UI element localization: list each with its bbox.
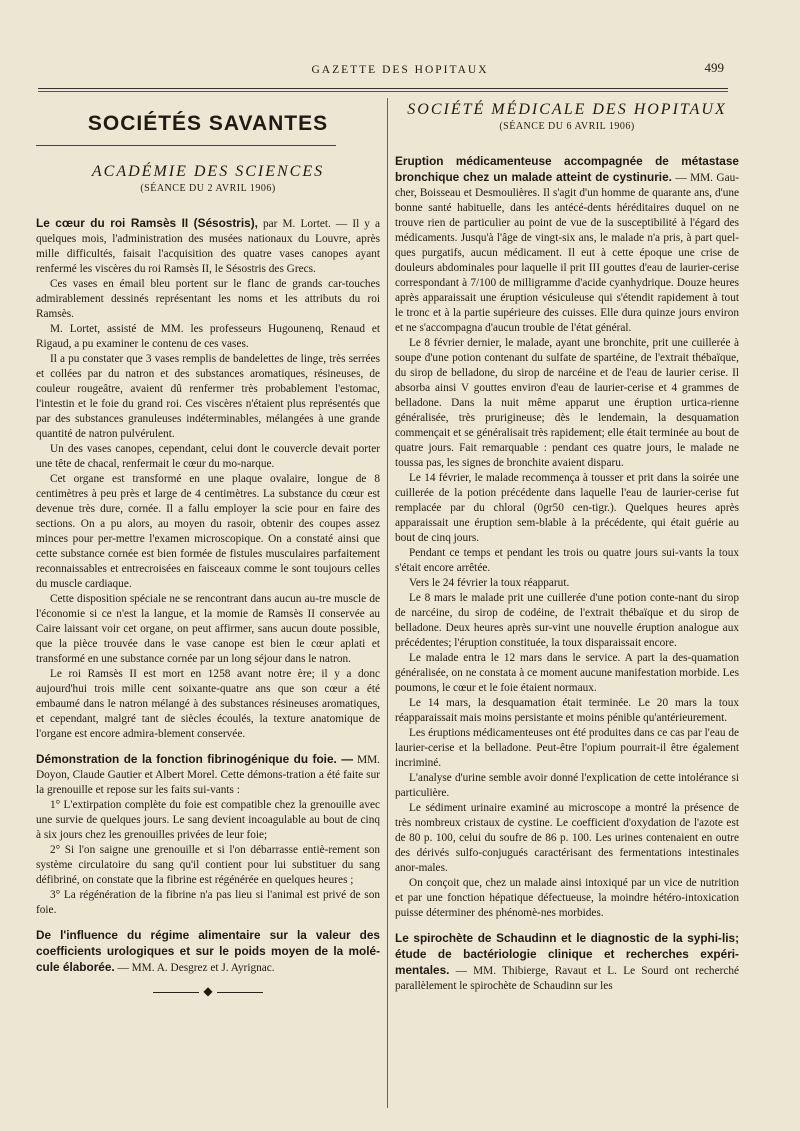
article-eruption-title: Eruption médicamenteuse accompagnée de métastase bronchique chez un malade atteint de cystinurie. (395, 154, 739, 184)
article-eruption-p6: Le 8 mars le malade prit une cuillerée d'une potion conte-nant du sirop de narcéine, du sirop de codéine, de l'extrait thébaïque et du sirop de belladone. Deux heures après sur-vint une nouvelle éruption analogue aux précédentes; l'éruption constituée, la toux disparaissait encore. (395, 592, 739, 649)
article-eruption-p5: Vers le 24 février la toux réapparut. (409, 577, 570, 589)
section-title: SOCIÉTÉS SAVANTES (87, 112, 329, 135)
article-ramses-p2: Ces vases en émail bleu portent sur le flanc de grands car-touches admirablement dessinés représentant les noms et les attributs du roi Ramsès. (36, 278, 380, 320)
article-spirochete-lead (395, 931, 739, 994)
society-seance-date: (SÉANCE DU 6 AVRIL 1906) (499, 121, 635, 132)
article-ramses-p8: Le roi Ramsès II est mort en 1258 avant notre ère; il y a donc aujourd'hui trois mille cent soixante-quatre ans que son cœur a été embaumé dans le natron mélangé à des substances résineuses aromatiques, et cependant, malgré tant de siècles écoulés, la texture anatomique de l'organe est encore admira-blement conservée. (36, 668, 380, 740)
article-eruption-p12: On conçoit que, chez un malade ainsi intoxiqué par un vice de nutrition et par une fonction hépatique défectueuse, la moindre hétéro-intoxication puisse déterminer des phénomè-nes morbides. (395, 877, 739, 919)
article-eruption-author: — MM. Gau-cher, Boisseau et Desmoulières. (395, 172, 739, 199)
article-ramses-p6: Cet organe est transformé en une plaque ovalaire, longue de 8 centimètres à peu près et large de 4 centimètres. La substance du cœur est devenue très dure, cornée. Il a fallu employer la scie pour en faire des sections. On a pu alors, au moyen du rasoir, obtenir des coupes assez minces pour per-mettre l'examen microscopique. On a constaté ainsi que cette substance cornée est bien formée de fistules musculaires parfaitement reconnaissables et entrecroisées en faisceaux comme le sont toujours celles du muscle cardiaque. (36, 473, 380, 590)
article-eruption-p3: Le 14 février, le malade recommença à tousser et prit dans la soirée une cuillerée de la potion précédente dans laquelle l'eau de laurier-cerise fut remplacée par du chloral (0gr50 cen-tigr.). Quelques heures après apparaissait une éruption sem-blable à la précédente, qui était guérie au bout de cinq jours. (395, 472, 739, 544)
article-ramses-p1: Il y a quelques mois, l'administration des musées nationaux du Louvre, après mille difficultés, faisait l'acquisition des quatre vases canopes ayant renfermé les viscères du roi Ramsès II, le Sésostris des Grecs. (36, 218, 381, 275)
section-rule (36, 145, 336, 146)
end-ornament: ◆ (36, 984, 380, 999)
seance-date: (SÉANCE DU 2 AVRIL 1906) (140, 183, 276, 194)
article-foie-p2: 2° Si l'on saigne une grenouille et si l'on débarrasse entiè-rement son système circulatoire du sang qu'il contient pour lui substituer du sang défibriné, on constate que la fibrine est régénérée en quelques heures ; (36, 844, 380, 886)
header-rule-secondary (38, 91, 728, 92)
article-foie-lead (36, 752, 380, 798)
article-eruption-p8: Le 14 mars, la desquamation était terminée. Le 20 mars la toux réapparaissait mais moins persistante et moins pénible qu'antérieurement. (395, 697, 739, 724)
article-eruption-p7: Le malade entra le 12 mars dans le service. A part la des-quamation généralisée, on ne constata à ce moment aucune manifestation morbide. Les poumons, le cœur et le foie étaient normaux. (395, 652, 739, 694)
article-regime-title: De l'influence du régime alimentaire sur la valeur des coefficients urologiques et sur le poids moyen de la molé-cule élaborée. (36, 928, 380, 974)
article-ramses-p4: Il a pu constater que 3 vases remplis de bandelettes de linge, très serrées et collées par du natron et des substances aromatiques, résineuses, de couleur rougeâtre, avaient dû renfermer très probablement l'estomac, l'intestin et le foie du grand roi. Ces viscères n'étaient plus représentés que par des substances granuleuses indéterminables, mélangées à une grande quantité de natron pulvérulent. (36, 353, 380, 440)
article-spirochete-title: Le spirochète de Schaudinn et le diagnostic de la syphi-lis; étude de bactériologie clinique et recherches expéri-mentales. (395, 931, 739, 977)
article-ramses-p3: M. Lortet, assisté de MM. les professeurs Hugounenq, Renaud et Rigaud, a pu examiner le contenu de ces vases. (36, 323, 380, 350)
right-column (395, 96, 739, 994)
article-regime-lead (36, 928, 380, 976)
column-divider (387, 98, 388, 1108)
header-rule (38, 88, 728, 89)
article-eruption-p4: Pendant ce temps et pendant les trois ou quatre jours sui-vants la toux s'était encore arrêtée. (395, 547, 739, 574)
article-foie-intro: MM. Doyon, Claude Gautier et Albert Morel. Cette démons-tration a été faite sur la grenouille et repose sur les faits sui-vants : (36, 754, 381, 796)
article-eruption-p1: Il s'agit d'un homme de quarante ans, d'une bonne santé habituelle, dans les antécé-dents héréditaires duquel on ne trouve rien de particulier au point de vue de la susceptibilité à l'égard des médicaments. Jusqu'à l'âge de vingt-six ans, le malade n'a pris, à part quel-ques purgatifs, aucun médicament. Il eut à cette époque une crise de douleurs abdominales pour laquelle il prit III gouttes d'eau de laurier-cerise correspondant à 7/100 de milligramme d'acide cyanhydrique. Douze heures après apparaissait une éruption vésiculeuse qui s'étendit rapidement à tout le tronc et à la partie supérieure des cuisses. Elle dura quinze jours environ et ne s'accompagna d'aucun trouble de l'état général. (395, 187, 740, 334)
article-regime-author: — MM. A. Desgrez et J. Ayrignac. (117, 962, 275, 974)
article-eruption-p2: Le 8 février dernier, le malade, ayant une bronchite, prit une cuillerée à soupe d'une potion contenant du sulfate de spartéine, de l'extrait thébaïque, du sirop de belladone, du sirop de narcéine et de l'eau de laurier cerise. Il absorba ainsi V gouttes environ d'eau de laurier-cerise et 4 grammes de belladone. Dans la nuit même apparut une éruption urtica-rienne généralisée, très prurigineuse; dès le lendemain, la desquamation commençait et se généralisait très rapidement; elle était terminée au bout de quatre jours. Fait remarquable : pendant ces quatre jours, le malade ne toussa pas, les signes de bronchite avaient disparu. (395, 337, 739, 469)
article-ramses-p5: Un des vases canopes, cependant, celui dont le couvercle devait porter une tête de chacal, renfermait le cœur du mo-narque. (36, 443, 380, 470)
page-number: 499 (704, 60, 724, 75)
article-foie-p1: 1° L'extirpation complète du foie est compatible chez la grenouille avec une survie de quelques jours. Le sang devient incoagulable au bout de cinq à six jours chez les grenouilles privées de leur foie; (36, 799, 380, 841)
article-ramses-lead (36, 216, 380, 277)
article-spirochete-author: — MM. Thibierge, Ravaut et L. Le Sourd (455, 965, 669, 977)
article-eruption-p9: Les éruptions médicamenteuses ont été produites dans ce cas par l'eau de laurier-cerise et la belladone. Peut-être l'opium pourrait-il être également incriminé. (395, 727, 739, 769)
article-ramses-p7: Cette disposition spéciale ne se rencontrant dans aucun au-tre muscle de l'économie si ce n'est la langue, et la momie de Ramsès II conservée au Caire laissant voir cet organe, on peut affirmer, sans aucun doute possible, que la pièce trouvée dans le vase canope est bien le cœur aplati et transformé en une substance cornée par un long séjour dans le natron. (36, 593, 380, 665)
running-title: GAZETTE DES HOPITAUX (311, 64, 489, 76)
society-heading: SOCIÉTÉ MÉDICALE DES HOPITAUX (407, 101, 727, 118)
academy-heading: ACADÉMIE DES SCIENCES (91, 163, 325, 180)
article-foie-p3: 3° La régénération de la fibrine n'a pas lieu si l'animal est privé de son foie. (36, 889, 380, 916)
left-column (36, 96, 380, 999)
article-eruption-lead (395, 154, 739, 336)
article-ramses-author: par M. Lortet. — (263, 218, 348, 230)
article-foie-title: Démonstration de la fonction fibrinogénique du foie. — (36, 752, 354, 766)
article-eruption-p10: L'analyse d'urine semble avoir donné l'explication de cette intolérance si particulière. (395, 772, 739, 799)
article-ramses-title: Le cœur du roi Ramsès II (Sésostris), (36, 216, 258, 230)
article-spirochete-text: ont recherché parallèlement le spirochète de Schaudinn sur les (395, 965, 740, 992)
article-eruption-p11: Le sédiment urinaire examiné au microscope a montré la présence de très nombreux cristaux de cystine. Le coefficient d'oxydation de l'azote est de 80 p. 100, celui du soufre de 86 p. 100. Les urines contenaient en outre des dérivés sulfo-conjugués caractérisant des fermentations intestinales anor-males. (395, 802, 739, 874)
